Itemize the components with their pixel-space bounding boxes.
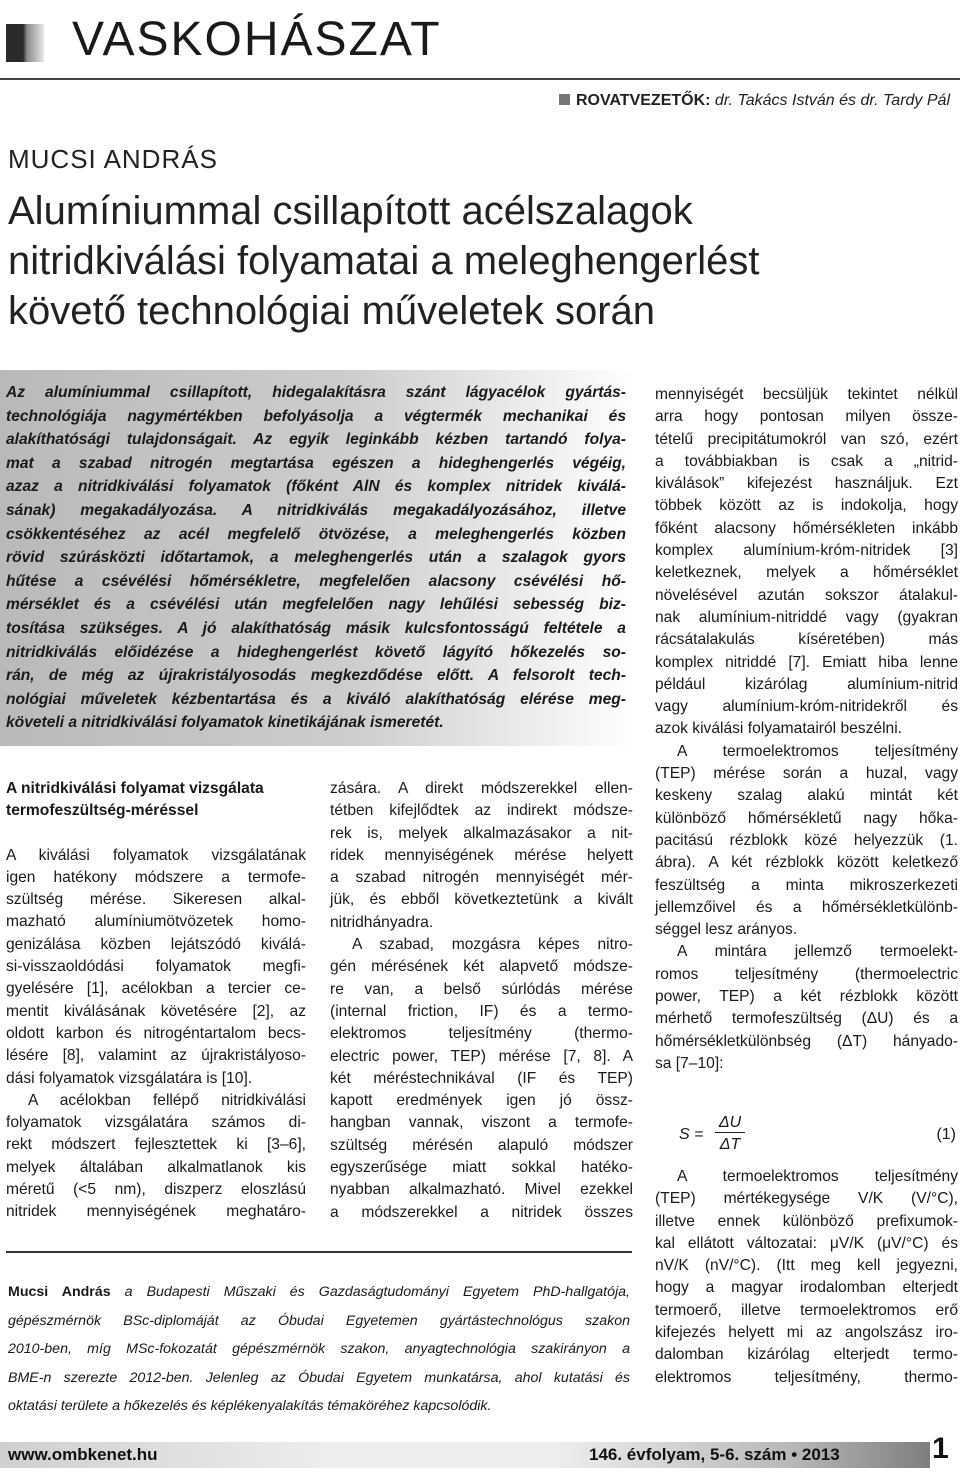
text-line: elektromos teljesítmény (thermo- bbox=[330, 1025, 633, 1043]
abstract bbox=[6, 381, 626, 735]
abstract-line: rán, de még az újrakristályosodás megkezdődése előtt. A felsorolt tech- bbox=[6, 667, 626, 685]
text-line: növelésével azután sokszor átalakul- bbox=[655, 586, 958, 604]
text-line: electric power, TEP) mérése [7, 8]. A bbox=[330, 1047, 633, 1065]
header-divider bbox=[0, 78, 960, 80]
text-line: A acélokban fellépő nitridkiválási bbox=[28, 1091, 306, 1109]
text-line: si-visszaoldódási folyamatok megfi- bbox=[6, 958, 306, 976]
text-line: kapott eredmények igen jó össz- bbox=[330, 1092, 633, 1110]
text-line: A kiválási folyamatok vizsgálatának bbox=[6, 846, 306, 864]
text-line: melyek általában alkalmatlanok kis bbox=[6, 1158, 306, 1176]
text-line: a továbbiakban is csak a „nitrid- bbox=[655, 452, 958, 470]
text-line: mennyiségét becsüljük tekintet nélkül bbox=[655, 386, 958, 403]
text-line: genizálása közben lejátszódó kiválá- bbox=[6, 935, 306, 953]
abstract-line: azaz a nitridkiválási folyamatok (főként AlN és komplex nitridek kiválá- bbox=[6, 478, 626, 496]
text-line: nitridhányadra. bbox=[330, 913, 434, 931]
text-line: keskeny szalag alakú mintát két bbox=[655, 787, 958, 805]
text-line: folyamatok vizsgálatára számos di- bbox=[6, 1114, 306, 1132]
author-bio bbox=[8, 1278, 630, 1421]
text-line: rácsátalakulás kíséretében) más bbox=[655, 631, 958, 649]
bio-line bbox=[8, 1278, 630, 1307]
text-line: két méréstechnikával (IF és TEP) bbox=[330, 1069, 633, 1087]
abstract-line: tosítása szükséges. A jó alakíthatóság másik kulcsfontosságú feltétele a bbox=[6, 619, 626, 637]
text-line: a módszerekkel a nitridek összes bbox=[330, 1203, 633, 1221]
text-line: arra hogy pontosan milyen össze- bbox=[655, 408, 958, 426]
text-line: tétben kifejlődtek az indirekt módsze- bbox=[330, 802, 633, 820]
text-line: gén mérésének két alapvető módsze- bbox=[330, 958, 633, 976]
equation-lhs: S = bbox=[679, 1126, 704, 1143]
spacer bbox=[6, 823, 306, 845]
text-line: a szabad nitrogén mennyiségét mér- bbox=[330, 869, 633, 887]
text-line: feszültség a minta mikroszerkezeti bbox=[655, 876, 958, 894]
text-line: hangban vannak, viszont a termofe- bbox=[330, 1114, 633, 1132]
equation-numerator: ΔU bbox=[715, 1114, 745, 1133]
bio-line: BME-n szerezte 2012-ben. Jelenleg az Óbudai Egyetem munkatársa, ahol kutatási és bbox=[8, 1369, 630, 1386]
bio-author-name: Mucsi András bbox=[8, 1284, 111, 1300]
abstract-line: rövid szúrásközti időtartamok, a meleghengerlés után a szalagok gyors bbox=[6, 549, 626, 567]
text-line: romos teljesítmény (thermoelectric bbox=[655, 965, 958, 983]
text-line: hogy a magyar irodalomban elterjedt bbox=[655, 1279, 958, 1297]
text-line: egyszerűsége miatt sokkal hatéko- bbox=[330, 1159, 633, 1177]
text-line: A mintára jellemző termoelekt- bbox=[677, 943, 958, 961]
editors-line bbox=[559, 92, 950, 110]
text-line: mazható alumíniumötvözetek homo- bbox=[6, 913, 306, 931]
text-line: power, TEP) a két rézblokk között bbox=[655, 988, 958, 1006]
text-line: szültség mérése. Sikeresen alkal- bbox=[6, 891, 306, 909]
text-line: rek is, melyek alkalmazásakor a nit- bbox=[330, 824, 633, 842]
abstract-line: hűtése a csévélési hőmérsékletre, megfelelően alacsony csévélési hő- bbox=[6, 572, 626, 590]
bio-divider bbox=[6, 1251, 632, 1253]
text-line: többek között az is indokolja, hogy bbox=[655, 497, 958, 515]
section-title: VASKOHÁSZAT bbox=[72, 13, 442, 66]
editors-names: dr. Takács István és dr. Tardy Pál bbox=[714, 92, 950, 109]
text-line: azok kiválási folyamatairól beszélni. bbox=[655, 720, 903, 738]
abstract-line: alakíthatósági tulajdonságait. Az egyik leginkább kézben tartandó folya- bbox=[6, 431, 626, 449]
title-line: Alumíniummal csillapított acélszalagok bbox=[8, 189, 693, 233]
abstract-line: mérséklet és a csévélési után megfelelően nagy lehűlési sebesség biz- bbox=[6, 596, 626, 614]
text-line: illetve ennek különböző prefixumok- bbox=[655, 1212, 958, 1230]
text-line: séggel lesz arányos. bbox=[655, 921, 798, 939]
bio-text: a Budapesti Műszaki és Gazdaságtudományi Egyetem PhD-hallgatója, bbox=[124, 1284, 630, 1300]
text-line: dalomban kizárólag elterjedt termo- bbox=[655, 1346, 958, 1364]
text-line: A szabad, mozgásra képes nitro- bbox=[352, 936, 633, 954]
bio-line: 2010-ben, míg MSc-fokozatát gépészmérnök szakon, anyagtechnológia szakirányon a bbox=[8, 1341, 630, 1357]
footer-issue-info: 146. évfolyam, 5-6. szám • 2013 bbox=[589, 1445, 840, 1464]
text-line: például kizárólag alumínium-nitrid bbox=[655, 675, 958, 693]
text-line: komplex alumínium-króm-nitridek [3] bbox=[655, 542, 958, 560]
column-3 bbox=[655, 384, 958, 1075]
text-line: sa [7–10]: bbox=[655, 1054, 724, 1072]
section-marker bbox=[6, 24, 44, 62]
title-line: követő technológiai műveletek során bbox=[8, 289, 656, 333]
text-line: tételű precipitátumokról van szó, ezért bbox=[655, 430, 958, 448]
abstract-line: sának) megakadályozása. A nitridkiválás megakadályozásához, illetve bbox=[6, 501, 626, 519]
abstract-line: mat a szabad nitrogén megtartása egészen a hideghengerlés végéig, bbox=[6, 454, 626, 472]
bio-line: oktatási területe a hőkezelés és képlékenyalakítás témaköréhez kapcsolódik. bbox=[8, 1398, 492, 1414]
abstract-line: nitridkiválás előidézése a hideghengerlést követő lágyító hőkezelés so- bbox=[6, 643, 626, 661]
text-line: ridek mennyiségének mérése helyett bbox=[330, 846, 633, 864]
text-line: rekt módszert fejlesztettek ki [3–6], bbox=[6, 1136, 306, 1154]
abstract-line: követeli a nitridkiválási folyamatok kinetikájának ismeretét. bbox=[6, 714, 444, 732]
column-3-continued bbox=[655, 1166, 958, 1389]
text-line: pacitású rézblokk közé helyezzük (1. bbox=[655, 831, 958, 849]
text-line: nyabban alkalmazható. Mivel ezekkel bbox=[330, 1181, 633, 1199]
footer-website-link[interactable]: www.ombkenet.hu bbox=[8, 1445, 158, 1464]
text-line: zására. A direkt módszerekkel ellen- bbox=[330, 780, 633, 797]
abstract-line: csökkentéséhez az acél megfelelő ötvözése, a meleghengerlés közben bbox=[6, 525, 626, 543]
text-line: jük, és ebből következtetünk a kivált bbox=[330, 891, 633, 909]
text-line: szültség mérésén alapuló módszer bbox=[330, 1136, 633, 1154]
square-bullet-icon bbox=[559, 94, 570, 105]
text-line: gyelésére [1], acélokban a tercier ce- bbox=[6, 980, 306, 998]
text-line: igen hatékony módszere a termofe- bbox=[6, 868, 306, 886]
abstract-line: Az alumíniummal csillapított, hidegalakításra szánt lágyacélok gyártás- bbox=[6, 384, 626, 401]
text-line: mentit kiválásának követésére [2], az bbox=[6, 1002, 306, 1020]
text-line: kifejezés helyett mi az angolszász iro- bbox=[655, 1324, 958, 1342]
text-line: termoerő, illetve termoelektromos erő bbox=[655, 1301, 958, 1319]
text-line: keletkeznek, melyek a hőmérséklet bbox=[655, 564, 958, 582]
text-line: főként alacsony hőmérsékleten inkább bbox=[655, 519, 958, 537]
equation-number: (1) bbox=[936, 1126, 956, 1143]
text-line: hőmérsékletkülönbség (ΔT) hányado- bbox=[655, 1032, 958, 1050]
text-line: különböző hőmérsékletű nagy hőka- bbox=[655, 809, 958, 827]
text-line: re van, a belső súrlódás mérése bbox=[330, 980, 633, 998]
abstract-line: technológiája nagymértékben befolyásolja a végtermék mechanikai és bbox=[6, 407, 626, 425]
text-line: A termoelektromos teljesítmény bbox=[677, 742, 958, 760]
text-line: (TEP) mértékegysége V/K (V/°C), bbox=[655, 1190, 958, 1208]
article-title bbox=[8, 186, 948, 336]
equation-denominator: ΔT bbox=[719, 1136, 741, 1153]
text-line: nV/K (nV/°C). (Itt meg kell jegyezni, bbox=[655, 1257, 958, 1275]
article-author: MUCSI ANDRÁS bbox=[8, 144, 218, 174]
column-2 bbox=[330, 778, 633, 1224]
text-line: elektromos teljesítmény, thermo- bbox=[655, 1368, 958, 1386]
text-line: jellemzőivel és a hőmérsékletkülönb- bbox=[655, 898, 958, 916]
text-line: (TEP) mérése során a huzal, vagy bbox=[655, 765, 958, 783]
text-line: lésére [8], valamint az újrakristályoso- bbox=[6, 1047, 306, 1065]
text-line: ábra). A két rézblokk között keletkező bbox=[655, 854, 958, 872]
equation-1 bbox=[655, 1114, 958, 1162]
text-line: kiválások” kifejezést használjuk. Ezt bbox=[655, 475, 958, 493]
column-1 bbox=[6, 778, 306, 1224]
abstract-line: nológiai műveletek kézbentartása és a kiváló alakíthatóság elérése meg- bbox=[6, 690, 626, 708]
text-line: A termoelektromos teljesítmény bbox=[677, 1168, 958, 1185]
text-line: (internal friction, IF) és a termo- bbox=[330, 1002, 633, 1020]
title-line: nitridkiválási folyamatai a meleghengerlést bbox=[8, 239, 760, 283]
text-line: dási folyamatok vizsgálatára is [10]. bbox=[6, 1069, 253, 1087]
section-heading: termofeszültség-méréssel bbox=[6, 802, 199, 820]
page-number: 1 bbox=[932, 1432, 949, 1465]
text-line: kal ellátott változatai: μV/K (μV/°C) és bbox=[655, 1234, 958, 1252]
text-line: komplex nitriddé [7]. Emiatt hiba lenne bbox=[655, 653, 958, 671]
text-line: vagy alumínium-króm-nitridekről és bbox=[655, 698, 958, 716]
text-line: nak alumínium-nitriddé vagy (gyakran bbox=[655, 608, 958, 626]
text-line: mérhető termofeszültség (ΔU) és a bbox=[655, 1010, 958, 1028]
text-line: méretű (<5 nm), diszperz eloszlású bbox=[6, 1181, 306, 1199]
bio-line: gépészmérnök BSc-diplomáját az Óbudai Egyetemen gyártástechnológus szakon bbox=[8, 1312, 630, 1329]
section-heading: A nitridkiválási folyamat vizsgálata bbox=[6, 780, 264, 797]
text-line: oldott karbon és nitrogéntartalom becs- bbox=[6, 1024, 306, 1042]
text-line: nitridek mennyiségének meghatáro- bbox=[6, 1203, 306, 1221]
editors-label: ROVATVEZETŐK: bbox=[575, 92, 711, 109]
